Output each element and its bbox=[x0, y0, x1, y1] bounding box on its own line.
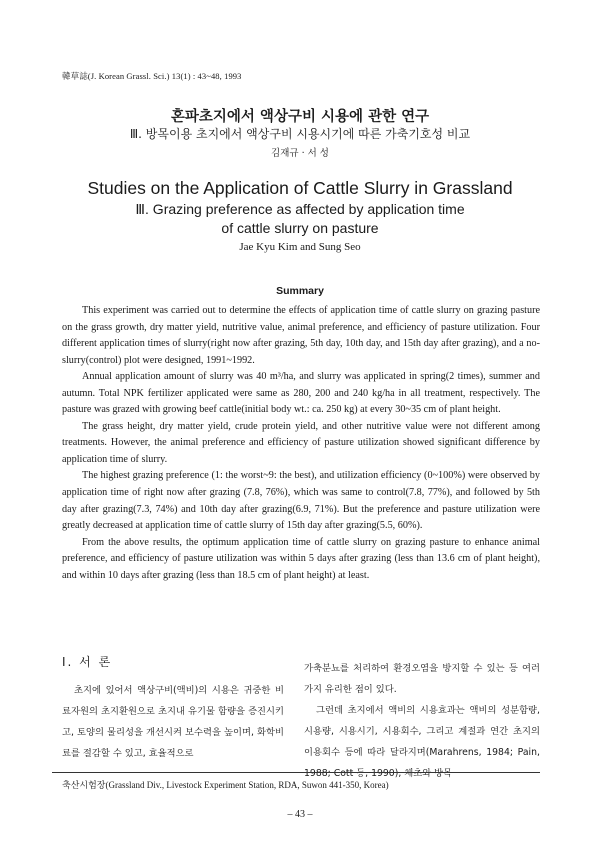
summary-paragraph: Annual application amount of slurry was 40 m³/ha, and slurry was applicated in spring(2 times), summer and autumn. Total NPK fertilizer applicated were same as 280, 200 and 240 kg/ha in all treatment, respectively. The pasture was grazed with growing beef cattle(initial body wt.: ca. 250 kg) at every 30~35 cm of plant height. bbox=[62, 371, 540, 416]
summary-body bbox=[62, 303, 540, 584]
summary-paragraph: The grass height, dry matter yield, crude protein yield, and other nutritive value were not different among treatments. However, the animal preference and efficiency of pasture utilization showed significant difference by application time of slurry. bbox=[62, 420, 540, 465]
korean-subtitle: Ⅲ. 방목이용 초지에서 액상구비 시용시기에 따른 가축기호성 비교 bbox=[129, 127, 471, 141]
english-subtitle-line1: Ⅲ. Grazing preference as affected by application time bbox=[135, 201, 465, 217]
summary-paragraph: This experiment was carried out to determine the effects of application time of cattle slurry on grazing pasture on the grass growth, dry matter yield, nutritive value, animal preference, and efficiency of pasture utilization. Four different application times of slurry(right now after grazing, 5th day, 10th day, and 15th day after grazing), and a no-slurry(control) plot were designed, 1991~1992. bbox=[62, 305, 540, 366]
intro-heading: Ⅰ. 서 론 bbox=[62, 655, 113, 669]
english-subtitle-line2: of cattle slurry on pasture bbox=[221, 220, 379, 236]
intro-paragraph: 초지에 있어서 액상구비(액비)의 시용은 귀중한 비료자원의 초지환원으로 초지내 유기물 함량을 증진시키고, 토양의 물리성을 개선시켜 보수력을 높이며, 화학비료를 절감할 수 있고, 효율적으로 bbox=[62, 685, 284, 759]
intro-text bbox=[62, 680, 284, 764]
korean-title: 혼파초지에서 액상구비 시용에 관한 연구 bbox=[170, 109, 430, 125]
korean-authors: 김재규 · 서 성 bbox=[271, 148, 329, 159]
intro-paragraph: 그런데 초지에서 액비의 시용효과는 액비의 성분함량, 시용량, 시용시기, 시용회수, 그리고 계절과 연간 초지의 이용회수 등에 따라 달라지며(Marahrens, 1984; Pain, 1988; Cott 등, 1990), 채초와 방목 bbox=[304, 705, 540, 779]
affiliation-footnote: 축산시험장(Grassland Div., Livestock Experiment Station, RDA, Suwon 441-350, Korea) bbox=[62, 780, 389, 790]
summary-paragraph: The highest grazing preference (1: the worst~9: the best), and utilization efficiency (0~100%) were observed by application time of right now after grazing (7.8, 76%), which was same to control(7.8, 77%), and followed by 5th day after grazing(7.3, 74%) and 10th day after grazing(6.9, 71%). But the preference and pasture utilization were greatly decreased at application time of cattle slurry of 15th day after grazing(5.5, 60%). bbox=[62, 470, 540, 532]
intro-left-column bbox=[62, 653, 284, 764]
summary-paragraph: From the above results, the optimum application time of cattle slurry on grazing pasture to enhance animal preference, and efficiency of pasture utilization was within 5 days after grazing (less than 13.6 cm of plant height), and within 10 days after grazing (less than 18.5 cm of plant height) at least. bbox=[62, 536, 540, 581]
page-number: – 43 – bbox=[287, 809, 313, 820]
english-authors: Jae Kyu Kim and Sung Seo bbox=[239, 241, 361, 253]
intro-text bbox=[304, 658, 540, 784]
summary-heading: Summary bbox=[276, 285, 324, 297]
intro-right-column bbox=[304, 658, 540, 784]
journal-citation: 韓草誌(J. Korean Grassl. Sci.) 13(1) : 43~48, 1993 bbox=[62, 71, 242, 81]
footnote-divider bbox=[52, 772, 540, 773]
intro-paragraph: 가축분뇨를 처리하여 환경오염을 방지할 수 있는 등 여러 가지 유리한 점이 있다. bbox=[304, 663, 540, 695]
english-title: Studies on the Application of Cattle Slurry in Grassland bbox=[87, 178, 513, 198]
